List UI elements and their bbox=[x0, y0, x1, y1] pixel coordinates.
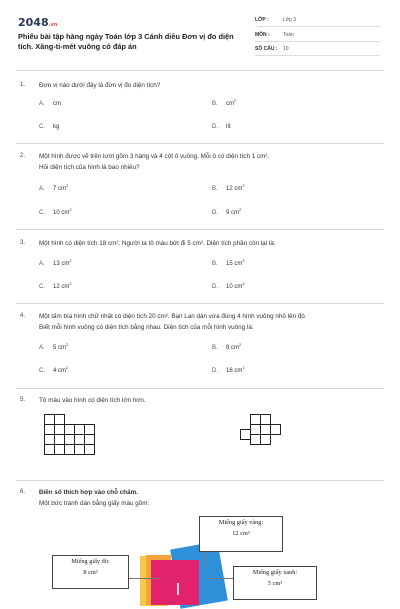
question-text: Đơn vị nào dưới đây là đơn vị đo diện tích? bbox=[39, 82, 161, 89]
question-text: Một hình có diện tích 18 cm². Người ta tô màu bớt đi 5 cm². Diện tích phần còn lại là: bbox=[39, 240, 276, 247]
divider bbox=[16, 480, 384, 481]
option-c[interactable]: C. 4 $cm^2$ bbox=[39, 365, 69, 374]
option-c[interactable]: C. 10 $cm^2$ bbox=[39, 207, 72, 216]
subject-value: Toán bbox=[283, 32, 294, 38]
yellow-paper-value: 12 cm² bbox=[232, 530, 250, 537]
question-number: 1. bbox=[20, 82, 26, 88]
count-label: SỐ CÂU : bbox=[255, 46, 278, 52]
option-b[interactable]: B. 8 $cm^2$ bbox=[212, 342, 242, 351]
question-number: 3. bbox=[20, 240, 26, 246]
option-a[interactable]: A. 13 $cm^2$ bbox=[39, 258, 72, 267]
grid-cell[interactable] bbox=[84, 444, 95, 455]
pointer-line bbox=[124, 578, 160, 579]
divider bbox=[16, 229, 384, 230]
option-b[interactable]: B. 12 $cm^2$ bbox=[212, 183, 245, 192]
question-number: 5. bbox=[20, 397, 26, 403]
question-number: 2. bbox=[20, 153, 26, 159]
question-number: 4. bbox=[20, 313, 26, 319]
red-paper-label: Miếng giấy đỏ: 8 cm² bbox=[52, 555, 129, 589]
divider bbox=[16, 388, 384, 389]
divider bbox=[16, 303, 384, 304]
question-text-line: Một tấm bìa hình chữ nhật có diện tích 20 cm². Bạn Lan dán vừa đúng 4 hình vuông nhỏ lên đó. bbox=[39, 313, 307, 320]
option-a[interactable]: A. 5 $cm^2$ bbox=[39, 342, 69, 351]
question-text: Một bức tranh dán bằng giấy màu gồm: bbox=[39, 500, 150, 507]
question-text-line: Một hình được vẽ trên lưới gồm 3 hàng và 4 cột ô vuông. Mỗi ô có diện tích 1 cm². bbox=[39, 153, 270, 160]
option-b[interactable]: B. 15 $cm^2$ bbox=[212, 258, 245, 267]
option-c[interactable]: C. kg bbox=[39, 124, 60, 130]
meta-divider bbox=[255, 55, 380, 56]
question-number: 6. bbox=[20, 489, 26, 495]
subject-label: MÔN : bbox=[255, 32, 270, 38]
divider bbox=[16, 143, 384, 144]
divider bbox=[16, 70, 384, 71]
option-d[interactable]: D. lít bbox=[212, 124, 231, 130]
grid-cell[interactable] bbox=[260, 434, 271, 445]
red-paper-value: 8 cm² bbox=[83, 569, 98, 576]
meta-divider bbox=[255, 26, 380, 27]
question-text-line: Hỏi diện tích của hình là bao nhiêu? bbox=[39, 164, 140, 171]
blue-paper-value: 5 cm² bbox=[267, 580, 283, 587]
grid-cell[interactable] bbox=[270, 424, 281, 435]
option-b[interactable]: B. $cm^2$ bbox=[212, 98, 237, 107]
meta-divider bbox=[255, 41, 380, 42]
question-text: Tô màu vào hình có diện tích lớn hơn. bbox=[39, 397, 146, 404]
question-text-line: Biết mỗi hình vuông có diện tích bằng nhau. Diện tích của mỗi hình vuông là: bbox=[39, 324, 254, 331]
option-d[interactable]: D. 9 $cm^2$ bbox=[212, 207, 242, 216]
question-title: Điền số thích hợp vào chỗ chấm. bbox=[39, 489, 138, 496]
logo: 2048.vn bbox=[18, 16, 58, 29]
option-a[interactable]: A. 7 $cm^2$ bbox=[39, 183, 69, 192]
option-d[interactable]: D. 16 $cm^2$ bbox=[212, 365, 245, 374]
option-d[interactable]: D. 10 $cm^2$ bbox=[212, 281, 245, 290]
class-label: LỚP : bbox=[255, 17, 269, 23]
paper-mark bbox=[177, 583, 179, 595]
blue-paper-label: Miếng giấy xanh: 5 cm² bbox=[233, 566, 317, 600]
yellow-paper-label: Miếng giấy vàng: 12 cm² bbox=[199, 516, 283, 552]
option-c[interactable]: C. 12 $cm^2$ bbox=[39, 281, 72, 290]
option-a[interactable]: A. cm bbox=[39, 101, 61, 107]
pointer-line bbox=[207, 578, 235, 579]
class-value: Lớp 3 bbox=[283, 17, 297, 23]
worksheet-title: Phiếu bài tập hàng ngày Toán lớp 3 Cánh diều Đơn vị đo diện tích. Xăng-ti-mét vuông có đáp án bbox=[18, 32, 234, 51]
pink-paper bbox=[151, 560, 199, 605]
count-value: 10 bbox=[283, 46, 289, 52]
